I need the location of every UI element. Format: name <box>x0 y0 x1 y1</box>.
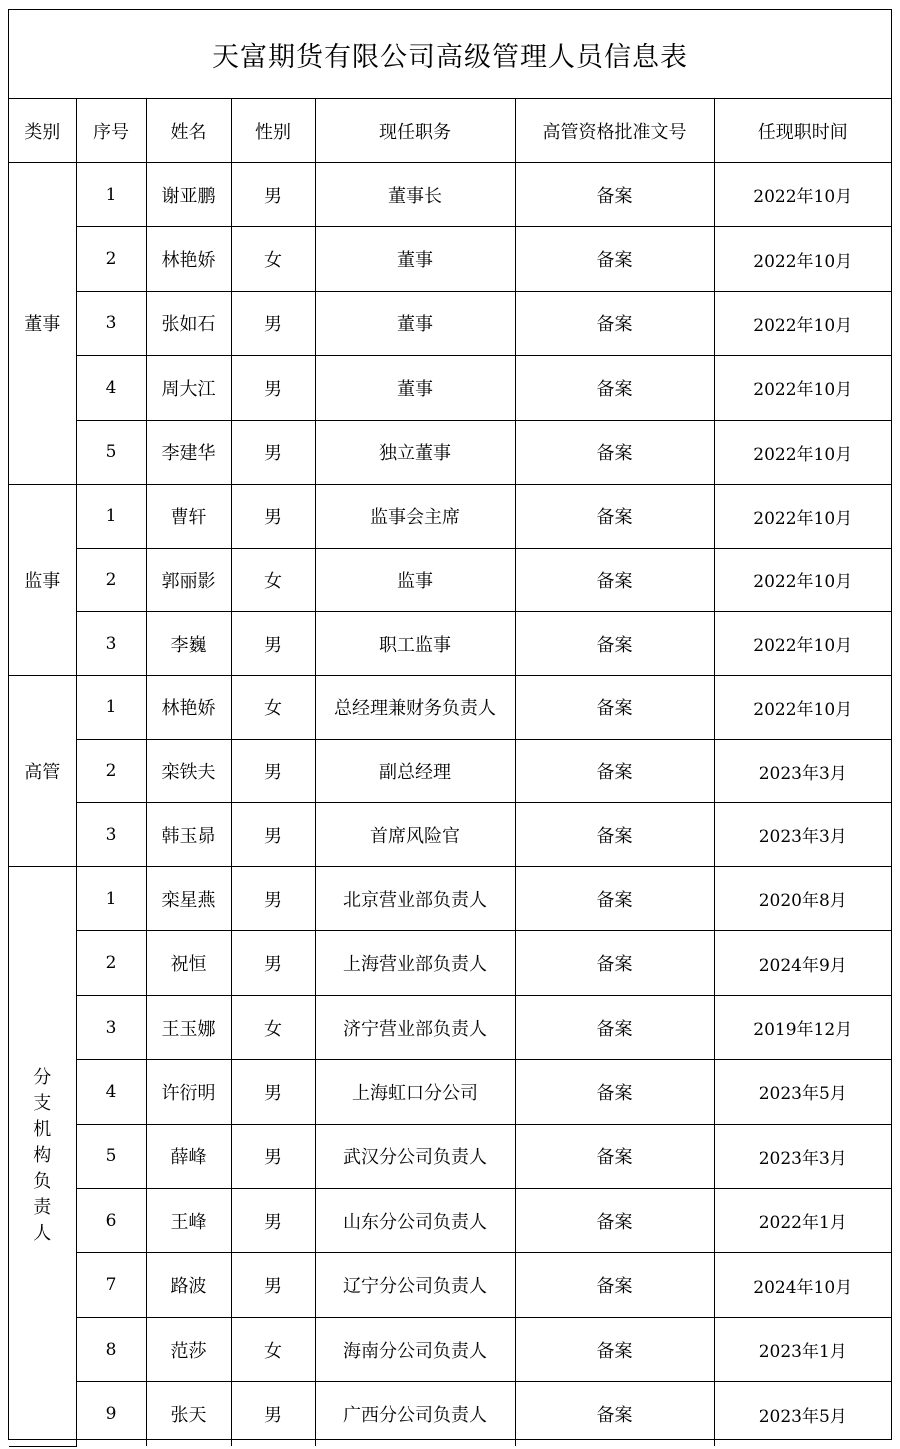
table-row <box>9 1060 891 1124</box>
cell-name: 许衍明 <box>146 1060 231 1124</box>
cell-since: 2022年10月 <box>714 676 891 740</box>
management-table <box>9 99 891 1447</box>
cell-gender: 女 <box>231 995 315 1059</box>
cell-name: 栾星燕 <box>146 867 231 931</box>
cell-gender: 男 <box>231 1060 315 1124</box>
cell-position: 济宁营业部负责人 <box>315 995 515 1059</box>
cell-since: 2022年10月 <box>714 163 891 227</box>
cell-position: 监事 <box>315 548 515 612</box>
cell-gender: 女 <box>231 227 315 291</box>
header-gender: 性别 <box>231 99 315 163</box>
cell-since: 2022年10月 <box>714 291 891 355</box>
cell-since: 2023年5月 <box>714 1060 891 1124</box>
table-row <box>9 484 891 548</box>
cell-position: 职工监事 <box>315 612 515 676</box>
cell-since: 2022年10月 <box>714 227 891 291</box>
cell-approval: 备案 <box>515 227 714 291</box>
cell-number: 8 <box>76 1317 146 1381</box>
cell-gender: 女 <box>231 548 315 612</box>
cell-number: 2 <box>76 739 146 803</box>
cell-approval: 备案 <box>515 1382 714 1446</box>
cell-position: 监事会主席 <box>315 484 515 548</box>
cell-since: 2022年10月 <box>714 356 891 420</box>
cell-number: 5 <box>76 1124 146 1188</box>
cell-name: 林艳娇 <box>146 227 231 291</box>
cell-position: 董事长 <box>315 163 515 227</box>
cell-approval: 备案 <box>515 995 714 1059</box>
cell-gender: 男 <box>231 420 315 484</box>
header-position: 现任职务 <box>315 99 515 163</box>
cell-gender: 男 <box>231 1124 315 1188</box>
header-approval: 高管资格批准文号 <box>515 99 714 163</box>
table-row <box>9 420 891 484</box>
cell-number: 5 <box>76 420 146 484</box>
cell-since: 2022年10月 <box>714 548 891 612</box>
cell-approval: 备案 <box>515 739 714 803</box>
cell-gender: 男 <box>231 612 315 676</box>
cell-name: 王峰 <box>146 1189 231 1253</box>
table-row <box>9 1382 891 1446</box>
cell-name: 韩玉昴 <box>146 803 231 867</box>
cell-since: 2022年1月 <box>714 1189 891 1253</box>
cell-gender: 男 <box>231 356 315 420</box>
cell-since: 2020年8月 <box>714 867 891 931</box>
cell-name: 郭丽影 <box>146 548 231 612</box>
cell-approval: 备案 <box>515 356 714 420</box>
cell-number: 7 <box>76 1253 146 1317</box>
cell-position: 首席风险官 <box>315 803 515 867</box>
cell-position: 上海虹口分公司 <box>315 1060 515 1124</box>
table-row <box>9 612 891 676</box>
cell-name: 张天 <box>146 1382 231 1446</box>
cell-position: 董事 <box>315 356 515 420</box>
cell-gender: 男 <box>231 163 315 227</box>
cell-number: 3 <box>76 995 146 1059</box>
table-row <box>9 803 891 867</box>
cell-approval: 备案 <box>515 867 714 931</box>
cell-name: 谢亚鹏 <box>146 163 231 227</box>
header-since: 任现职时间 <box>714 99 891 163</box>
cell-position: 副总经理 <box>315 739 515 803</box>
cell-approval: 备案 <box>515 1189 714 1253</box>
cell-gender: 男 <box>231 1189 315 1253</box>
cell-since: 2022年10月 <box>714 484 891 548</box>
cell-approval: 备案 <box>515 1060 714 1124</box>
cell-approval: 备案 <box>515 931 714 995</box>
cell-category: 高管 <box>9 676 76 867</box>
cell-number: 4 <box>76 356 146 420</box>
cell-category: 董事 <box>9 163 76 485</box>
cell-position: 辽宁分公司负责人 <box>315 1253 515 1317</box>
cell-since: 2023年5月 <box>714 1382 891 1446</box>
cell-name: 王玉娜 <box>146 995 231 1059</box>
cell-approval: 备案 <box>515 803 714 867</box>
cell-since: 2019年12月 <box>714 995 891 1059</box>
header-category: 类别 <box>9 99 76 163</box>
cell-position: 广西分公司负责人 <box>315 1382 515 1446</box>
cell-since: 2022年10月 <box>714 612 891 676</box>
header-name: 姓名 <box>146 99 231 163</box>
cell-number: 1 <box>76 484 146 548</box>
cell-since: 2023年3月 <box>714 739 891 803</box>
table-row <box>9 227 891 291</box>
cell-gender: 男 <box>231 867 315 931</box>
cell-gender: 男 <box>231 291 315 355</box>
cell-name: 路波 <box>146 1253 231 1317</box>
cell-position: 海南分公司负责人 <box>315 1317 515 1381</box>
cell-gender: 男 <box>231 1382 315 1446</box>
cell-approval: 备案 <box>515 1317 714 1381</box>
cell-position: 独立董事 <box>315 420 515 484</box>
cell-number: 9 <box>76 1382 146 1446</box>
cell-approval: 备案 <box>515 676 714 740</box>
cell-since: 2024年9月 <box>714 931 891 995</box>
cell-position: 北京营业部负责人 <box>315 867 515 931</box>
cell-number: 1 <box>76 676 146 740</box>
table-row <box>9 867 891 931</box>
cell-name: 范莎 <box>146 1317 231 1381</box>
cell-position: 总经理兼财务负责人 <box>315 676 515 740</box>
cell-name: 祝恒 <box>146 931 231 995</box>
table-row <box>9 676 891 740</box>
cell-name: 李建华 <box>146 420 231 484</box>
table-row <box>9 1124 891 1188</box>
table-row <box>9 1317 891 1381</box>
cell-gender: 男 <box>231 931 315 995</box>
cell-name: 栾铁夫 <box>146 739 231 803</box>
cell-since: 2023年3月 <box>714 803 891 867</box>
info-sheet <box>8 9 892 1440</box>
cell-approval: 备案 <box>515 548 714 612</box>
cell-position: 董事 <box>315 227 515 291</box>
cell-number: 6 <box>76 1189 146 1253</box>
cell-position: 上海营业部负责人 <box>315 931 515 995</box>
table-row <box>9 1253 891 1317</box>
table-row <box>9 995 891 1059</box>
cell-name: 林艳娇 <box>146 676 231 740</box>
cell-approval: 备案 <box>515 163 714 227</box>
cell-number: 2 <box>76 227 146 291</box>
cell-since: 2023年3月 <box>714 1124 891 1188</box>
table-row <box>9 1189 891 1253</box>
table-row <box>9 163 891 227</box>
cell-name: 张如石 <box>146 291 231 355</box>
cell-number: 4 <box>76 1060 146 1124</box>
cell-position: 董事 <box>315 291 515 355</box>
cell-approval: 备案 <box>515 612 714 676</box>
cell-number: 2 <box>76 931 146 995</box>
cell-since: 2022年10月 <box>714 420 891 484</box>
cell-number: 2 <box>76 548 146 612</box>
table-row <box>9 548 891 612</box>
cell-gender: 男 <box>231 484 315 548</box>
cell-gender: 男 <box>231 1253 315 1317</box>
cell-approval: 备案 <box>515 1124 714 1188</box>
table-body <box>9 163 891 1447</box>
cell-number: 3 <box>76 803 146 867</box>
table-row <box>9 931 891 995</box>
cell-name: 薛峰 <box>146 1124 231 1188</box>
table-row <box>9 739 891 803</box>
cell-number: 3 <box>76 291 146 355</box>
cell-approval: 备案 <box>515 484 714 548</box>
cell-name: 曹轩 <box>146 484 231 548</box>
cell-number: 3 <box>76 612 146 676</box>
cell-gender: 男 <box>231 739 315 803</box>
cell-since: 2024年10月 <box>714 1253 891 1317</box>
cell-number: 1 <box>76 867 146 931</box>
header-number: 序号 <box>76 99 146 163</box>
cell-gender: 男 <box>231 803 315 867</box>
cell-name: 周大江 <box>146 356 231 420</box>
cell-gender: 女 <box>231 1317 315 1381</box>
cell-gender: 女 <box>231 676 315 740</box>
cell-category: 分 支 机 构 负 责 人 <box>9 867 76 1447</box>
cell-position: 武汉分公司负责人 <box>315 1124 515 1188</box>
cell-position: 山东分公司负责人 <box>315 1189 515 1253</box>
cell-approval: 备案 <box>515 291 714 355</box>
table-row <box>9 291 891 355</box>
table-row <box>9 356 891 420</box>
cell-number: 1 <box>76 163 146 227</box>
cell-category: 监事 <box>9 484 76 675</box>
cell-name: 李巍 <box>146 612 231 676</box>
page-title: 天富期货有限公司高级管理人员信息表 <box>9 10 891 99</box>
cell-approval: 备案 <box>515 1253 714 1317</box>
cell-approval: 备案 <box>515 420 714 484</box>
cell-since: 2023年1月 <box>714 1317 891 1381</box>
header-row <box>9 99 891 163</box>
